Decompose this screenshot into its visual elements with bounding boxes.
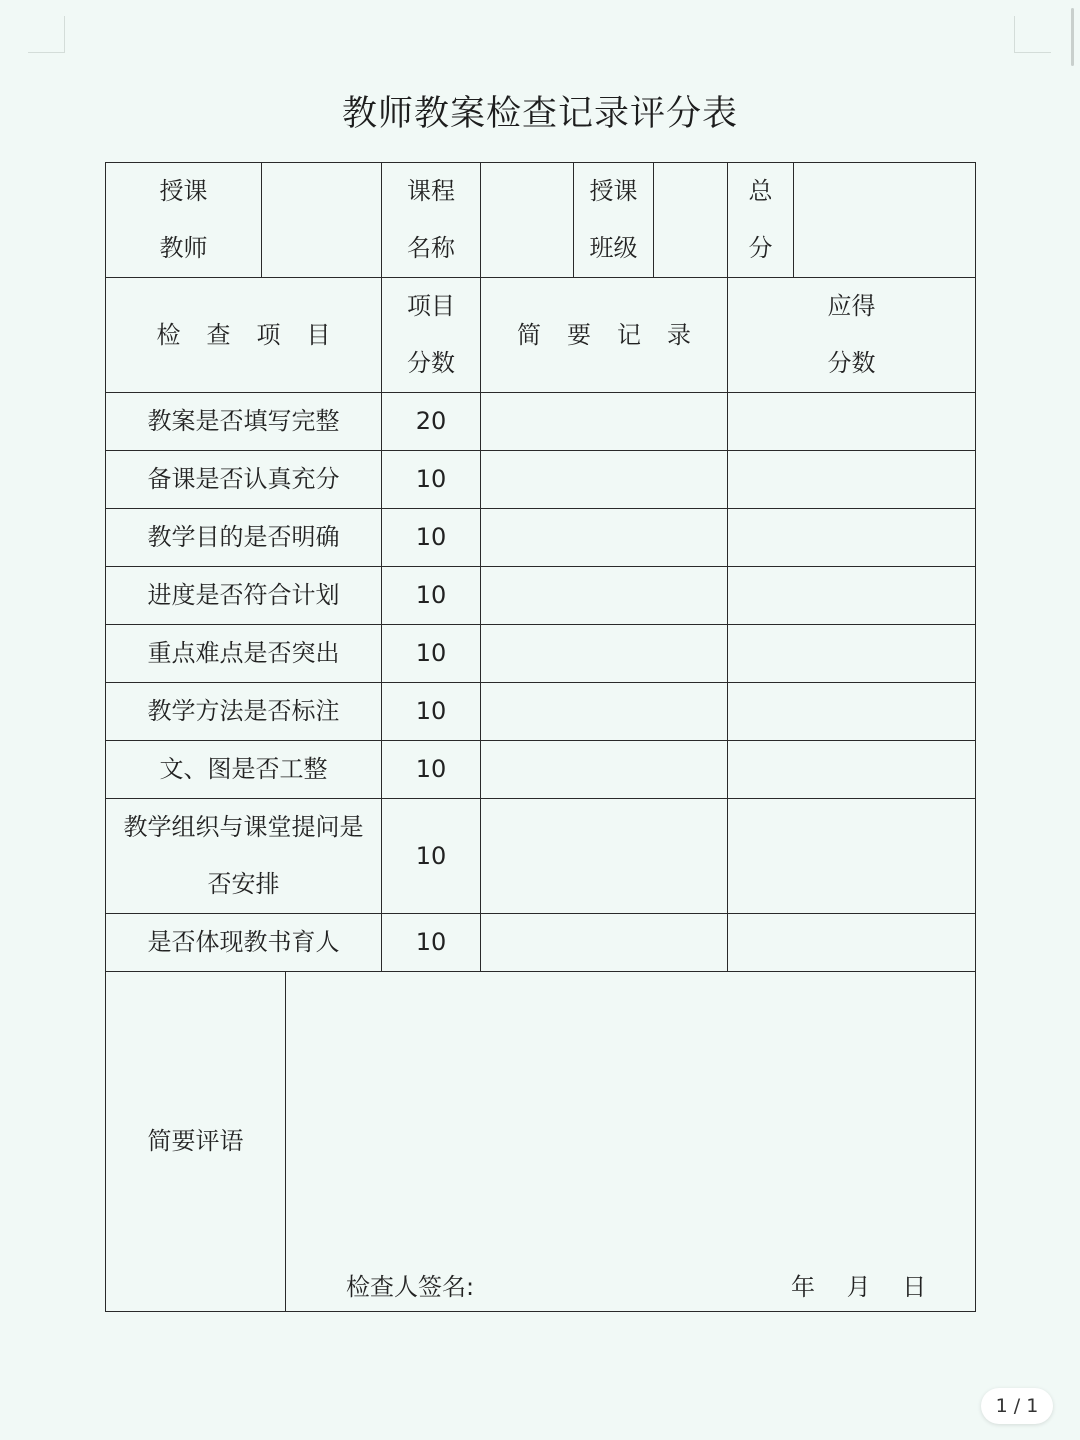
table-row (106, 451, 976, 509)
year-label: 年 (791, 1273, 815, 1301)
item-score-cell: 10 (382, 741, 481, 799)
earned-score-cell[interactable] (728, 741, 976, 799)
record-cell[interactable] (481, 567, 728, 625)
table-row (106, 567, 976, 625)
signature-label: 检查人签名: (346, 1273, 475, 1301)
record-cell[interactable] (481, 799, 728, 914)
record-cell[interactable] (481, 451, 728, 509)
record-cell[interactable] (481, 741, 728, 799)
item-score-cell: 10 (382, 567, 481, 625)
item-score-cell: 10 (382, 451, 481, 509)
item-score-cell: 10 (382, 799, 481, 914)
item-score-cell: 10 (382, 625, 481, 683)
check-item-cell: 备课是否认真充分 (106, 451, 382, 509)
date-labels (791, 1272, 950, 1302)
check-item-cell: 教学方法是否标注 (106, 683, 382, 741)
table-row (106, 509, 976, 567)
check-item-cell: 教案是否填写完整 (106, 393, 382, 451)
table-row (106, 914, 976, 972)
table-row (106, 683, 976, 741)
page-corner-mark-top-right (1014, 16, 1051, 53)
total-value-cell[interactable] (794, 163, 976, 278)
table-row (106, 625, 976, 683)
check-item-header: 检查项目 (106, 278, 382, 393)
day-label: 日 (902, 1273, 927, 1301)
table-row (106, 799, 976, 914)
comment-area-cell[interactable] (286, 972, 976, 1312)
page-indicator: 1 / 1 (981, 1388, 1053, 1424)
item-score-cell: 10 (382, 683, 481, 741)
check-item-cell: 教学目的是否明确 (106, 509, 382, 567)
item-score-cell: 20 (382, 393, 481, 451)
header-info-row (106, 163, 976, 278)
item-score-cell: 10 (382, 914, 481, 972)
record-cell[interactable] (481, 914, 728, 972)
earned-score-cell[interactable] (728, 914, 976, 972)
table-row (106, 393, 976, 451)
check-item-cell: 进度是否符合计划 (106, 567, 382, 625)
scrollbar[interactable] (1071, 8, 1074, 66)
earned-score-cell[interactable] (728, 393, 976, 451)
check-item-cell: 文、图是否工整 (106, 741, 382, 799)
total-label-cell: 总 分 (728, 163, 794, 278)
record-cell[interactable] (481, 683, 728, 741)
check-item-cell: 是否体现教书育人 (106, 914, 382, 972)
page-corner-mark-top-left (28, 16, 65, 53)
item-score-header: 项目 分数 (382, 278, 481, 393)
column-header-row (106, 278, 976, 393)
brief-record-header: 简要记录 (481, 278, 728, 393)
teacher-value-cell[interactable] (262, 163, 382, 278)
earned-score-cell[interactable] (728, 625, 976, 683)
class-label-cell: 授课 班级 (574, 163, 654, 278)
course-label-cell: 课程 名称 (382, 163, 481, 278)
comment-row (106, 972, 976, 1312)
course-value-cell[interactable] (481, 163, 574, 278)
earned-score-cell[interactable] (728, 799, 976, 914)
check-item-cell: 教学组织与课堂提问是 否安排 (106, 799, 382, 914)
document-title: 教师教案检查记录评分表 (341, 94, 738, 134)
earned-score-cell[interactable] (728, 509, 976, 567)
class-value-cell[interactable] (654, 163, 728, 278)
evaluation-form-table (105, 162, 976, 1312)
comment-label-cell: 简要评语 (106, 972, 286, 1312)
item-score-cell: 10 (382, 509, 481, 567)
check-item-cell: 重点难点是否突出 (106, 625, 382, 683)
comment-area[interactable] (286, 972, 975, 1311)
table-row (106, 741, 976, 799)
earned-score-cell[interactable] (728, 567, 976, 625)
teacher-label-cell: 授课 教师 (106, 163, 262, 278)
record-cell[interactable] (481, 509, 728, 567)
record-cell[interactable] (481, 625, 728, 683)
record-cell[interactable] (481, 393, 728, 451)
month-label: 月 (846, 1273, 871, 1301)
earned-score-cell[interactable] (728, 683, 976, 741)
earned-score-header: 应得 分数 (728, 278, 976, 393)
earned-score-cell[interactable] (728, 451, 976, 509)
